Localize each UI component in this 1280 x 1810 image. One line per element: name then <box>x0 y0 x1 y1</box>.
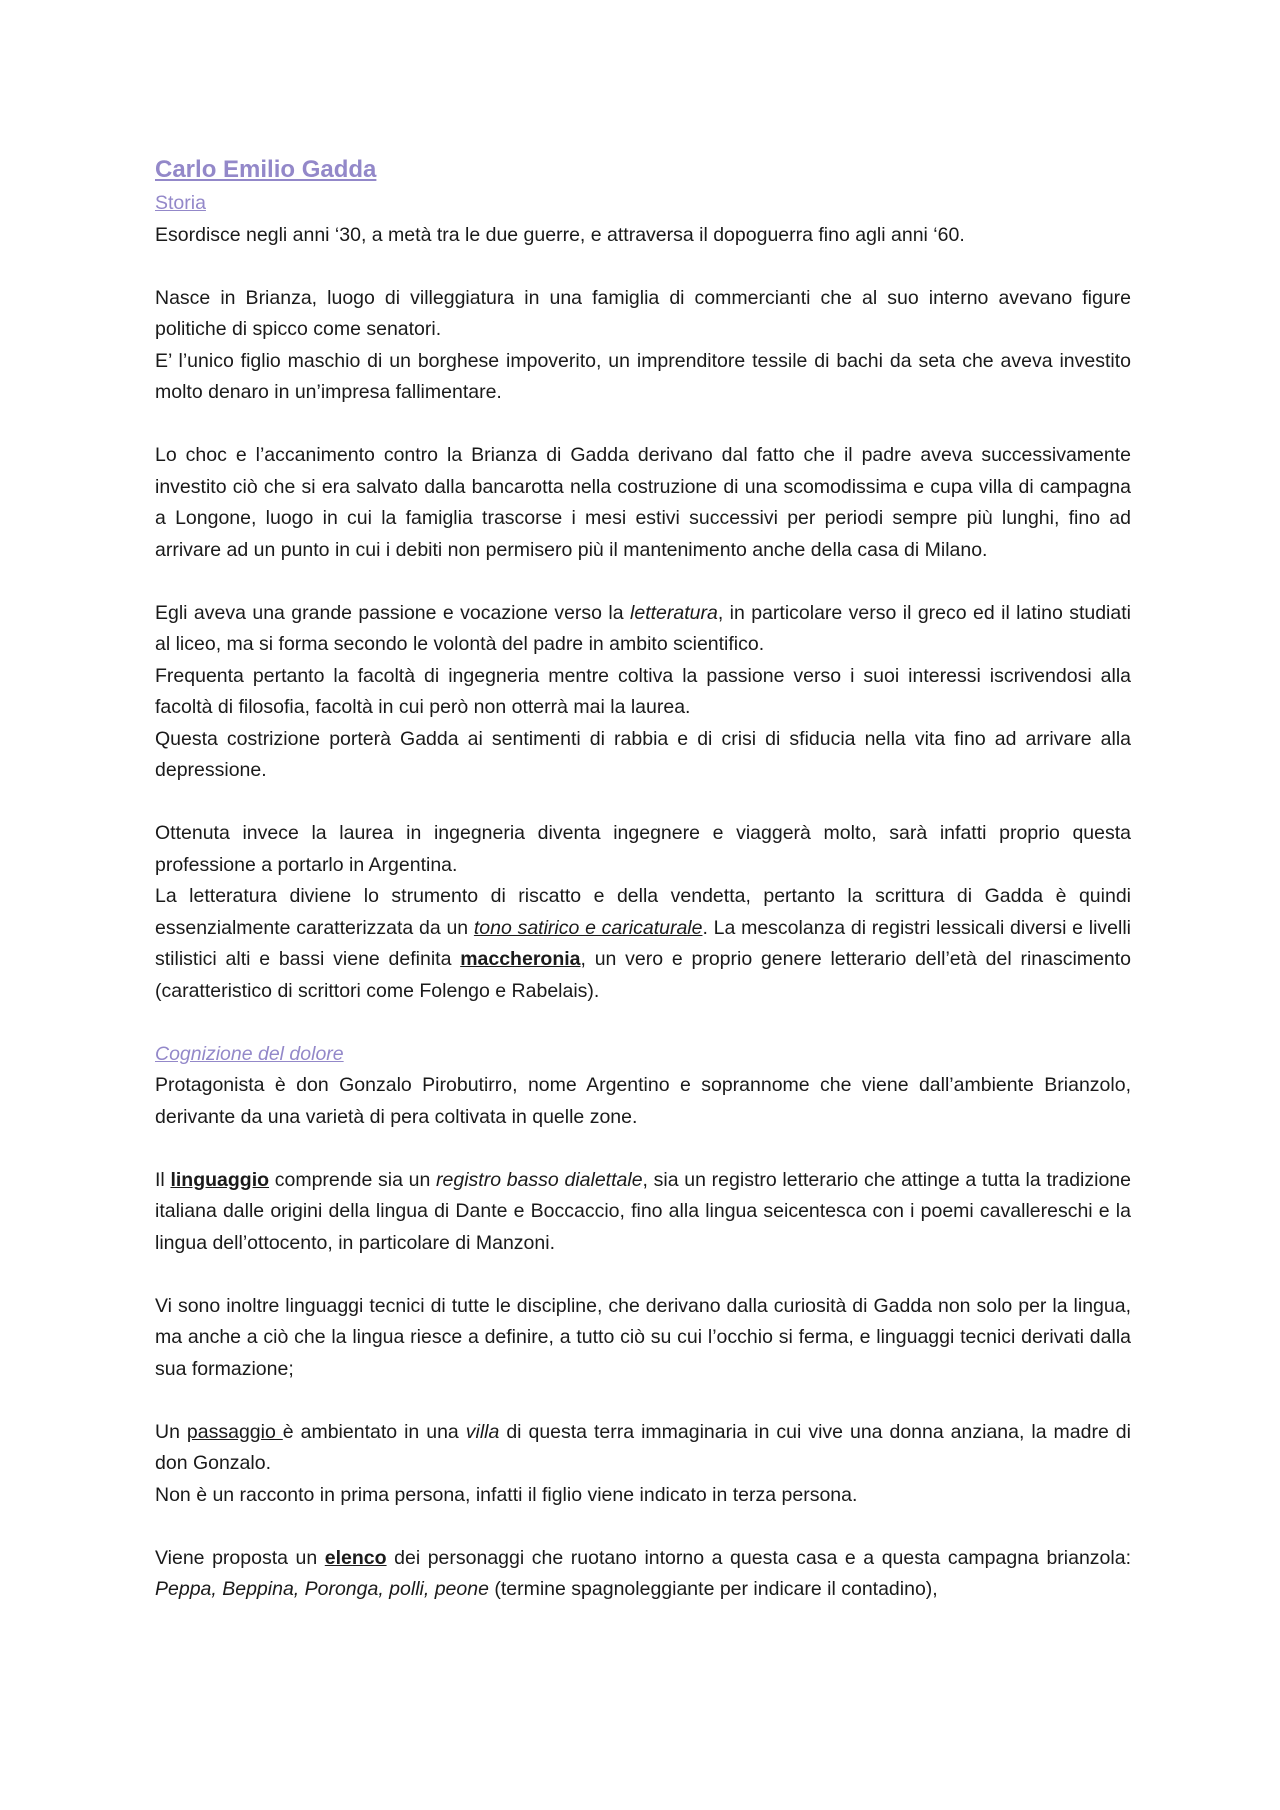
text-run: Egli aveva una grande passione e vocazione verso la <box>155 601 631 624</box>
keyword-passaggio: passaggio <box>186 1420 283 1443</box>
spacer <box>155 1385 1131 1417</box>
emphasis-personaggi: Peppa, Beppina, Poronga, polli, peone <box>155 1578 489 1600</box>
emphasis-tono-satirico: tono satirico e caricaturale <box>473 916 703 939</box>
spacer <box>155 1259 1131 1291</box>
text-run: La letteratura diviene lo strumento di riscatto e della vendetta, pertanto la scrittura di Gadda è quindi essenzialmente caratterizzata da un <box>155 885 1131 939</box>
emphasis-registro-basso: registro basso dialettale <box>436 1168 643 1191</box>
keyword-maccheronia: maccheronia <box>460 948 581 970</box>
text-run: , un vero e proprio genere letterario dell’età del rinascimento (caratteristico di scrittori come Folengo e Rabelais). <box>155 948 1131 1002</box>
text-run: (termine spagnoleggiante per indicare il contadino), <box>488 1578 938 1600</box>
text-run: . La mescolanza di registri lessicali diversi e livelli stilistici alti e bassi viene definita <box>155 916 1131 970</box>
document-body <box>155 152 1131 1606</box>
page-title: Carlo Emilio Gadda <box>155 156 377 183</box>
text-run: è ambientato in una <box>282 1420 466 1443</box>
keyword-linguaggio: linguaggio <box>170 1168 270 1191</box>
paragraph: Vi sono inoltre linguaggi tecnici di tutte le discipline, che derivano dalla curiosità di Gadda non solo per la lingua, ma anche a ciò che la lingua riesce a definire, a tutto ciò su cui l’occhio si ferma, e linguaggi tecnici derivati dalla sua formazione; <box>155 1294 1131 1380</box>
spacer <box>155 1133 1131 1165</box>
paragraph: Non è un racconto in prima persona, infatti il figlio viene indicato in terza persona. <box>155 1483 858 1506</box>
paragraph: Lo choc e l’accanimento contro la Brianza di Gadda derivano dal fatto che il padre aveva successivamente investito ciò che si era salvato dalla bancarotta nella costruzione di una scomodissima e cupa villa di campagna a Longone, luogo in cui la famiglia trascorse i mesi estivi successivi per periodi sempre più lunghi, fino ad arrivare ad un punto in cui i debiti non permisero più il mantenimento anche della casa di Milano. <box>155 444 1131 561</box>
section-heading-storia: Storia <box>155 192 206 214</box>
text-run: Viene proposta un <box>155 1546 325 1569</box>
spacer <box>155 787 1131 819</box>
text-run: Il <box>155 1168 171 1191</box>
paragraph: Ottenuta invece la laurea in ingegneria diventa ingegnere e viaggerà molto, sarà infatti proprio questa professione a portarlo in Argentina. <box>155 822 1131 876</box>
section-heading-cognizione: Cognizione del dolore <box>155 1042 344 1065</box>
paragraph <box>155 1543 1131 1606</box>
spacer <box>155 409 1131 441</box>
text-run: comprende sia un <box>269 1168 437 1191</box>
text-run: , in particolare verso il greco ed il latino studiati al liceo, ma si forma secondo le volontà del padre in ambito scientifico. <box>155 601 1131 655</box>
spacer <box>155 566 1131 598</box>
paragraph <box>155 598 1131 661</box>
paragraph: Protagonista è don Gonzalo Pirobutirro, nome Argentino e soprannome che viene dall’ambiente Brianzolo, derivante da una varietà di pera coltivata in quelle zone. <box>155 1074 1131 1128</box>
spacer <box>155 1007 1131 1039</box>
paragraph: Questa costrizione porterà Gadda ai sentimenti di rabbia e di crisi di sfiducia nella vita fino ad arrivare alla depressione. <box>155 727 1131 781</box>
text-run: di questa terra immaginaria in cui vive una donna anziana, la madre di don Gonzalo. <box>155 1420 1131 1474</box>
paragraph: Frequenta pertanto la facoltà di ingegneria mentre coltiva la passione verso i suoi interessi iscrivendosi alla facoltà di filosofia, facoltà in cui però non otterrà mai la laurea. <box>155 664 1131 718</box>
keyword-elenco: elenco <box>324 1546 387 1569</box>
text-run: , sia un registro letterario che attinge a tutta la tradizione italiana dalle origini della lingua di Dante e Boccaccio, fino alla lingua seicentesca con i poemi cavallereschi e la lingua dell’ottocento, in particolare di Manzoni. <box>155 1168 1131 1254</box>
text-run: Un <box>155 1420 187 1443</box>
paragraph <box>155 1417 1131 1480</box>
paragraph: Esordisce negli anni ‘30, a metà tra le due guerre, e attraversa il dopoguerra fino agli anni ‘60. <box>155 223 965 246</box>
spacer <box>155 1511 1131 1543</box>
paragraph <box>155 881 1131 1007</box>
text-run: dei personaggi che ruotano intorno a questa casa e a questa campagna brianzola: <box>386 1546 1131 1569</box>
paragraph <box>155 1165 1131 1260</box>
spacer <box>155 251 1131 283</box>
paragraph: E’ l’unico figlio maschio di un borghese impoverito, un imprenditore tessile di bachi da seta che aveva investito molto denaro in un’impresa fallimentare. <box>155 349 1131 403</box>
paragraph: Nasce in Brianza, luogo di villeggiatura in una famiglia di commercianti che al suo interno avevano figure politiche di spicco come senatori. <box>155 286 1131 340</box>
emphasis-villa: villa <box>465 1420 500 1443</box>
emphasis-letteratura: letteratura <box>630 601 718 624</box>
